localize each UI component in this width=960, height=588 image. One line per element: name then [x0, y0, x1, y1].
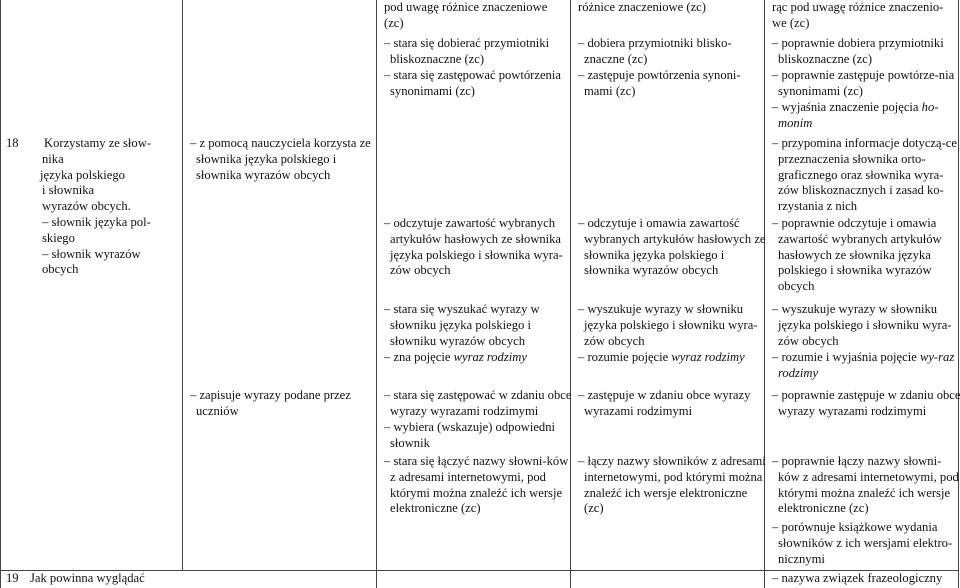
col5-item-2: – poprawnie zastępuje powtórze-nia synonimami (zc)	[772, 68, 960, 100]
col3-item-1: – stara się dobierać przymiotniki bliskoznaczne (zc)	[384, 36, 572, 68]
col5-item-5: – poprawnie odczytuje i omawia zawartość wybranych artykułów hasłowych ze słownika języka polskiego i słownika wyrazów obcych	[772, 216, 960, 295]
grid-line-col1	[0, 0, 1, 588]
col3-item-2: – stara się zastępować powtórzenia synonimami (zc)	[384, 68, 572, 100]
dash: –	[42, 246, 52, 261]
row-number-18: 18	[6, 136, 19, 150]
col3-item-4: – stara się wyszukać wyrazy w słowniku języka polskiego i słowniku wyrazów obcych	[384, 302, 572, 349]
col5-item-11: – nazywa związek frazeologiczny	[772, 571, 960, 587]
col3-item-8: – stara się łączyć nazwy słowni-ków z adresami internetowymi, pod którymi można znaleźć ich wersje elektroniczne (zc)	[384, 454, 572, 517]
col3-item-5: – zna pojęcie wyraz rodzimy	[384, 350, 572, 366]
col4-item-8: – łączy nazwy słowników z adresami internetowymi, pod którymi można znaleźć ich wersje elektroniczne (zc)	[578, 454, 766, 517]
col5-item-6: – wyszukuje wyrazy w słowniku języka polskiego i słowniku wyra-zów obcych	[772, 302, 960, 349]
topic-title-line: nika	[42, 151, 64, 166]
col5-item-4: – przypomina informacje dotyczą-ce przeznaczenia słownika orto-graficznego oraz słownika wyra-zów bliskoznacznych i zasad ko-rzystania z nich	[772, 136, 960, 215]
col5-item-3: – wyjaśnia znaczenie pojęcia ho-monim	[772, 100, 960, 132]
col5-item-10: – porównuje książkowe wydania słowników z ich wersjami elektro-nicznymi	[772, 520, 960, 567]
col5-item-9: – poprawnie łączy nazwy słowni-ków z adresami internetowymi, pod którymi można znaleźć ich wersje elektroniczne (zc)	[772, 454, 960, 517]
col3-continuation: pod uwagę różnice znaczeniowe (zc)	[384, 0, 548, 30]
col4-continuation: różnice znaczeniowe (zc)	[578, 0, 706, 14]
topic-title-line: Korzystamy ze słow-	[44, 136, 152, 150]
topic-18	[30, 136, 180, 278]
topic-item: – słownik wyrazów obcych	[42, 246, 141, 277]
col3-item-6: – stara się zastępować w zdaniu obce wyrazy wyrazami rodzimymi	[384, 388, 572, 420]
topic-title-line: języka polskiego	[40, 167, 125, 182]
col5-item-1: – poprawnie dobiera przymiotniki bliskoznaczne (zc)	[772, 36, 960, 68]
dash: –	[42, 214, 52, 229]
col2-item-a: – z pomocą nauczyciela korzysta ze słownika języka polskiego i słownika wyrazów obcych	[190, 136, 372, 183]
col4-item-6: – zastępuje w zdaniu obce wyrazy wyrazami rodzimymi	[578, 388, 766, 420]
col5-continuation: rąc pod uwagę różnice znaczenio- we (zc)	[772, 0, 944, 30]
col5-item-7: – rozumie i wyjaśnia pojęcie wy-raz rodzimy	[772, 350, 960, 382]
col4-item-3: – odczytuje i omawia zawartość wybranych artykułów hasłowych ze słownika języka polskiego i słownika wyrazów obcych	[578, 216, 766, 279]
col3-item-3: – odczytuje zawartość wybranych artykułów hasłowych ze słownika języka polskiego i słownika wyra-zów obcych	[384, 216, 572, 279]
col4-item-5: – rozumie pojęcie wyraz rodzimy	[578, 350, 766, 366]
col4-item-4: – wyszukuje wyrazy w słowniku języka polskiego i słowniku wyra-zów obcych	[578, 302, 766, 349]
row-number-19: 19	[6, 571, 19, 585]
topic-title-line: i słownika	[42, 183, 95, 198]
col4-item-2: – zastępuje powtórzenia synoni-mami (zc)	[578, 68, 766, 100]
col3-item-7: – wybiera (wskazuje) odpowiedni słownik	[384, 420, 572, 452]
col4-item-1: – dobiera przymiotniki blisko-znaczne (zc)	[578, 36, 766, 68]
col2-item-b: – zapisuje wyrazy podane przez uczniów	[190, 388, 372, 420]
grid-line-col2	[182, 0, 183, 570]
col5-item-8: – poprawnie zastępuje w zdaniu obce wyrazy wyrazami rodzimymi	[772, 388, 960, 420]
topic-item: – słownik języka pol-skiego	[42, 214, 151, 245]
topic-19: Jak powinna wyglądać	[30, 571, 145, 585]
grid-line-col3	[376, 0, 377, 588]
topic-title-line: wyrazów obcych.	[42, 199, 131, 214]
